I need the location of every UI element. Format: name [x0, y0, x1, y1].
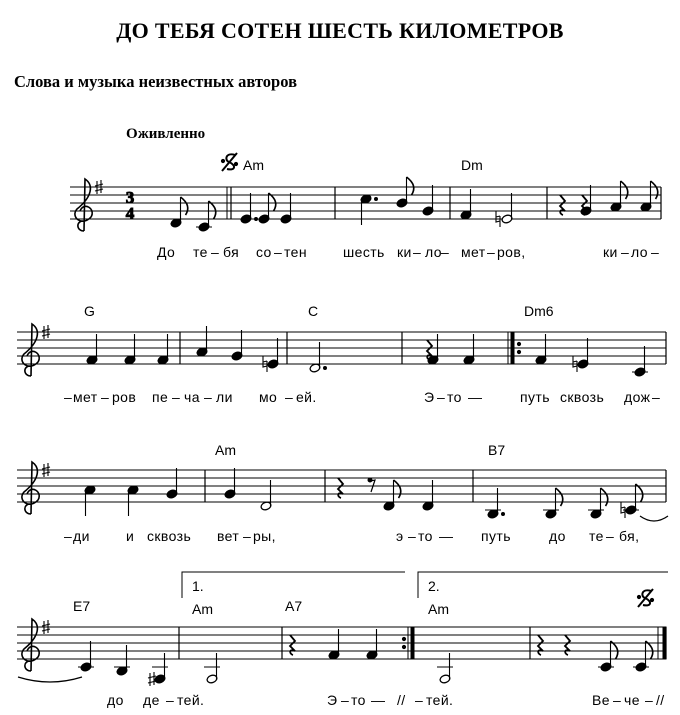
quarter-rest-icon: [290, 635, 295, 655]
quarter-rest-icon: [560, 195, 565, 215]
chord-g: G: [84, 303, 95, 319]
quarter-rest-icon: [538, 635, 543, 655]
chord-e7: E7: [73, 598, 91, 614]
heavy-barline: [511, 332, 514, 364]
tie-arc: [18, 677, 82, 682]
note-dot: [255, 218, 258, 221]
segno-dot: [234, 162, 237, 165]
repeat-dot: [402, 645, 405, 648]
note-flag: [621, 181, 628, 199]
chord-am-3: Am: [192, 601, 213, 617]
eighth-rest-dot: [368, 478, 372, 482]
tempo-marking: Оживленно: [126, 126, 206, 142]
note-flag: [556, 488, 563, 506]
quarter-rest-icon: [565, 635, 570, 655]
note-flag: [601, 488, 608, 506]
repeat-dot: [402, 637, 405, 640]
heavy-barline: [411, 627, 414, 659]
note-flag: [181, 197, 188, 215]
volta-2-number: 2.: [428, 578, 440, 594]
quarter-rest-icon: [338, 478, 343, 498]
volta-1-bracket: [182, 572, 405, 598]
note-flag: [269, 193, 276, 211]
tie-arc: [640, 516, 668, 521]
note-flag: [611, 641, 618, 659]
chord-dm6: Dm6: [524, 303, 554, 319]
chord-am-2: Am: [215, 442, 236, 458]
song-authors: Слова и музыка неизвестных авторов: [14, 72, 297, 91]
song-title: ДО ТЕБЯ СОТЕН ШЕСТЬ КИЛОМЕТРОВ: [116, 18, 564, 43]
time-signature-bottom: 4: [125, 204, 135, 223]
note-flag: [636, 484, 643, 502]
chord-c: C: [308, 303, 319, 319]
note-flag: [407, 177, 414, 195]
note-dot: [375, 198, 378, 201]
note-flag: [646, 641, 653, 659]
segno-dot: [221, 159, 224, 162]
volta-1-number: 1.: [192, 578, 204, 594]
chord-dm: Dm: [461, 157, 483, 173]
note-dot: [502, 513, 505, 516]
segno-dot: [637, 595, 640, 598]
chord-b7: B7: [488, 442, 506, 458]
note-flag: [209, 201, 216, 219]
repeat-dot: [517, 350, 520, 353]
note-flag: [651, 181, 658, 199]
final-barline: [663, 627, 666, 659]
volta-2-bracket: [418, 572, 668, 598]
repeat-dot: [517, 342, 520, 345]
segno-dot: [650, 598, 653, 601]
chord-a7: A7: [285, 598, 303, 614]
note-dot: [324, 367, 327, 370]
chord-am: Am: [243, 157, 264, 173]
time-signature-top: 3: [125, 188, 135, 207]
chord-am-4: Am: [428, 601, 449, 617]
note-flag: [394, 480, 401, 498]
